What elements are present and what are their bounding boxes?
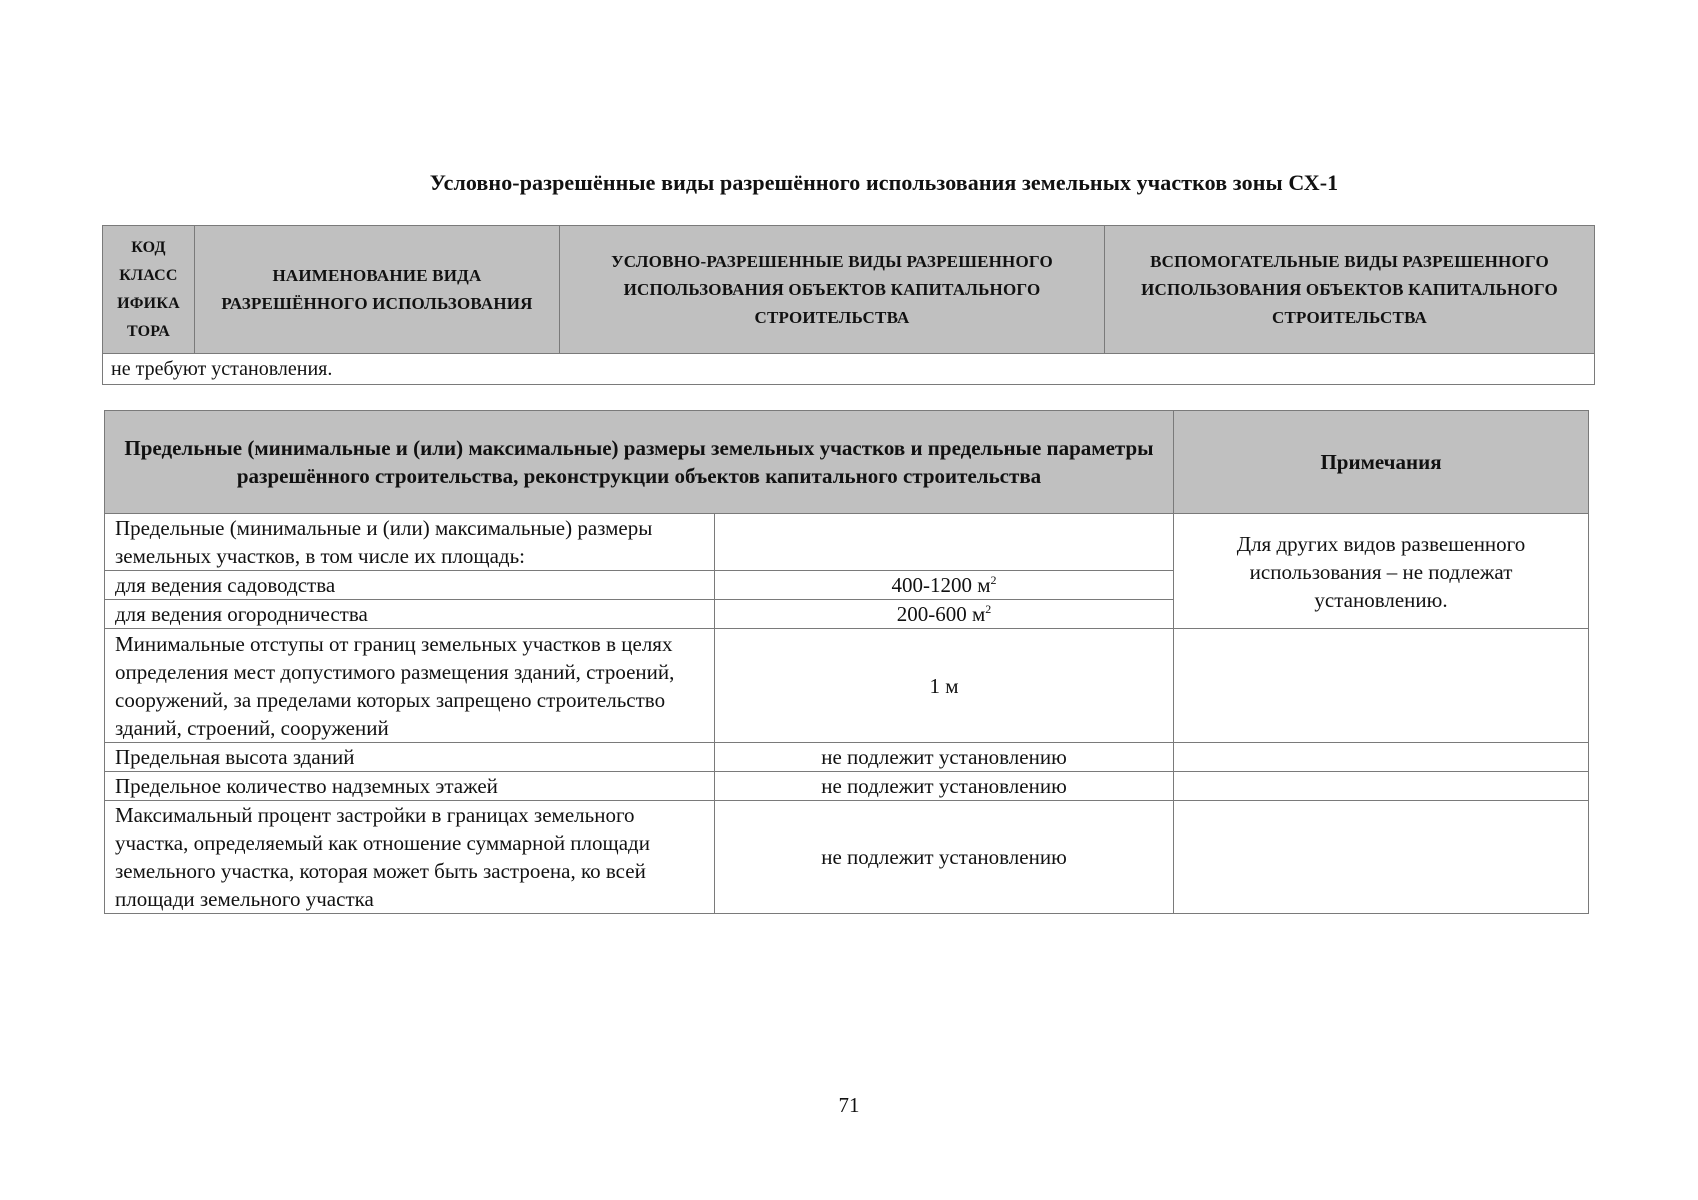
- header-parameters: Предельные (минимальные и (или) максимальные) размеры земельных участков и предельные параметры разрешённого строительства, реконструкции объектов капитального строительства: [105, 411, 1174, 514]
- value-text: 200-600 м: [896, 602, 986, 626]
- row-label: для ведения огородничества: [105, 600, 715, 629]
- value-text: 400-1200 м: [891, 573, 991, 597]
- row-value: не подлежит установлению: [715, 743, 1174, 772]
- table-header-row: [103, 226, 1595, 354]
- row-value: [715, 514, 1174, 571]
- header-use-name: НАИМЕНОВАНИЕ ВИДА РАЗРЕШЁННОГО ИСПОЛЬЗОВАНИЯ: [195, 226, 560, 354]
- row-note: [1174, 801, 1589, 914]
- table-row: [105, 772, 1589, 801]
- page-number: 71: [838, 1093, 860, 1117]
- row-note: [1174, 629, 1589, 743]
- row-note: Для других видов развешенного использования – не подлежат установлению.: [1174, 514, 1589, 629]
- row-label: Предельное количество надземных этажей: [105, 772, 715, 801]
- superscript: 2: [985, 602, 992, 616]
- table-row: [103, 354, 1595, 385]
- superscript: 2: [990, 573, 997, 587]
- parameters-table: [104, 410, 1589, 914]
- table-row: [105, 801, 1589, 914]
- row-value: [715, 600, 1174, 629]
- header-code: КОД КЛАСС ИФИКА ТОРА: [103, 226, 195, 354]
- row-value: не подлежит установлению: [715, 801, 1174, 914]
- row-note: [1174, 772, 1589, 801]
- header-auxiliary-uses: ВСПОМОГАТЕЛЬНЫЕ ВИДЫ РАЗРЕШЕННОГО ИСПОЛЬЗОВАНИЯ ОБЪЕКТОВ КАПИТАЛЬНОГО СТРОИТЕЛЬСТВА: [1105, 226, 1595, 354]
- table-header-row: [105, 411, 1589, 514]
- row-label: Предельная высота зданий: [105, 743, 715, 772]
- row-label: для ведения садоводства: [105, 571, 715, 600]
- table-note: не требуют установления.: [103, 354, 1595, 385]
- document-title: Условно-разрешённые виды разрешённого использования земельных участков зоны СХ-1: [429, 170, 1339, 195]
- header-notes: Примечания: [1174, 411, 1589, 514]
- table-row: [105, 514, 1589, 571]
- permitted-use-table: [102, 225, 1595, 385]
- row-label: Минимальные отступы от границ земельных участков в целях определения мест допустимого размещения зданий, строений, сооружений, за пределами которых запрещено строительство зданий, строений, сооружений: [105, 629, 715, 743]
- header-conditional-uses: УСЛОВНО-РАЗРЕШЕННЫЕ ВИДЫ РАЗРЕШЕННОГО ИСПОЛЬЗОВАНИЯ ОБЪЕКТОВ КАПИТАЛЬНОГО СТРОИТЕЛЬСТВА: [560, 226, 1105, 354]
- table-row: [105, 629, 1589, 743]
- table-row: [105, 743, 1589, 772]
- row-value: 1 м: [715, 629, 1174, 743]
- row-value: не подлежит установлению: [715, 772, 1174, 801]
- row-note: [1174, 743, 1589, 772]
- row-label: Максимальный процент застройки в границах земельного участка, определяемый как отношение суммарной площади земельного участка, которая может быть застроена, ко всей площади земельного участка: [105, 801, 715, 914]
- row-value: [715, 571, 1174, 600]
- row-label: Предельные (минимальные и (или) максимальные) размеры земельных участков, в том числе их площадь:: [105, 514, 715, 571]
